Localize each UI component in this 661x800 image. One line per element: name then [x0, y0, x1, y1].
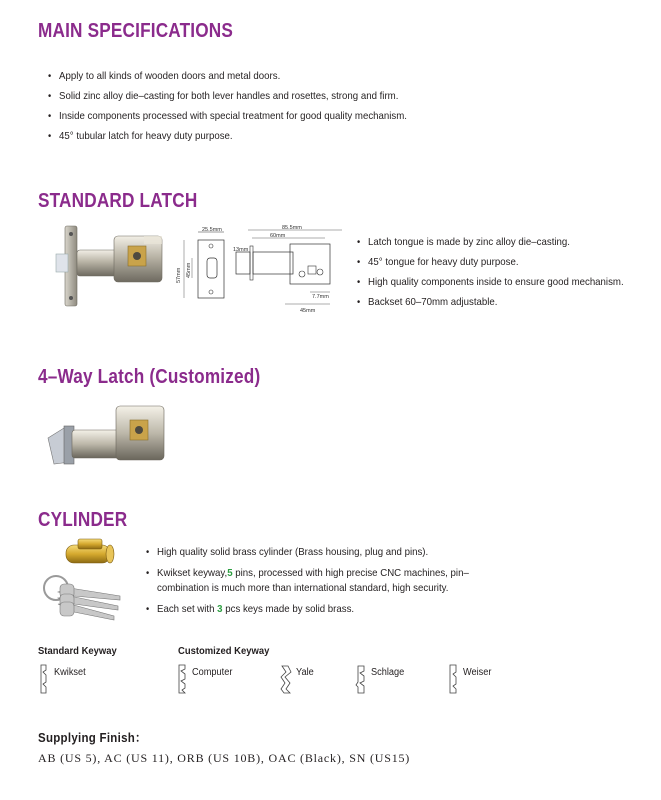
latch-side-drawing	[230, 222, 352, 316]
weiser-keyway-icon	[447, 664, 461, 694]
computer-keyway-icon	[176, 664, 190, 694]
yale-keyway-icon	[280, 664, 294, 694]
svg-text:45mm: 45mm	[186, 262, 192, 278]
bullet-text: pins, processed with high precise CNC machines, pin–combination is much more than international standard, high security.	[157, 567, 469, 594]
list-item: • Inside components processed with special treatment for good quality mechanism.	[48, 110, 407, 123]
main-specifications-list	[48, 70, 438, 150]
list-item: • Latch tongue is made by zinc alloy die–casting.	[357, 236, 624, 249]
supplying-finish-list: AB (US 5), AC (US 11), ORB (US 10B), OAC (Black), SN (US15)	[38, 751, 411, 765]
list-item: • 45° tongue for heavy duty purpose.	[357, 256, 624, 269]
keys-photo	[40, 572, 126, 622]
svg-text:25.5mm: 25.5mm	[202, 227, 222, 233]
four-way-latch-heading: 4–Way Latch (Customized)	[38, 366, 261, 388]
standard-latch-heading: STANDARD LATCH	[38, 190, 198, 212]
four-way-latch-photo	[40, 396, 170, 476]
bullet-text: Kwikset keyway,	[157, 567, 228, 579]
supplying-finish-title: Supplying Finish：	[38, 731, 147, 745]
list-item: • Backset 60–70mm adjustable.	[357, 296, 624, 309]
svg-text:7.7mm: 7.7mm	[312, 294, 329, 300]
bullet-text: pcs keys made by solid brass.	[222, 603, 355, 615]
list-item: • Apply to all kinds of wooden doors and metal doors.	[48, 70, 407, 83]
svg-text:13mm: 13mm	[233, 247, 249, 253]
bullet-text: Each set with	[157, 603, 218, 615]
cylinder-heading: CYLINDER	[38, 509, 128, 531]
pin-count: 5	[227, 567, 233, 579]
latch-face-drawing	[172, 226, 232, 316]
svg-text:45mm: 45mm	[300, 308, 316, 314]
list-item: • High quality solid brass cylinder (Brass housing, plug and pins).	[146, 546, 477, 559]
list-item: • High quality components inside to ensure good mechanism.	[357, 276, 624, 289]
svg-text:57mm: 57mm	[176, 267, 182, 283]
svg-text:85.5mm: 85.5mm	[282, 225, 302, 231]
standard-keyway-label: Standard Keyway	[38, 645, 117, 657]
kwikset-keyway-icon	[38, 664, 52, 694]
keyway-label: Kwikset	[54, 667, 86, 678]
list-item: • 45° tubular latch for heavy duty purpose.	[48, 130, 407, 143]
brass-cylinder-photo	[60, 533, 122, 573]
list-item: • Solid zinc alloy die–casting for both lever handles and rosettes, strong and firm.	[48, 90, 407, 103]
standard-latch-photo	[44, 222, 172, 308]
schlage-keyway-icon	[355, 664, 369, 694]
svg-text:60mm: 60mm	[270, 233, 286, 239]
keyway-label: Schlage	[371, 667, 405, 678]
standard-latch-list	[357, 236, 647, 316]
keyway-label: Weiser	[463, 667, 492, 678]
list-item	[146, 566, 477, 596]
keyway-label: Yale	[296, 667, 314, 678]
cylinder-list	[146, 546, 506, 623]
key-count: 3	[217, 603, 223, 615]
keyway-label: Computer	[192, 667, 233, 678]
main-specifications-heading: MAIN SPECIFICATIONS	[38, 20, 234, 42]
list-item	[146, 603, 477, 616]
customized-keyway-label: Customized Keyway	[178, 645, 270, 657]
